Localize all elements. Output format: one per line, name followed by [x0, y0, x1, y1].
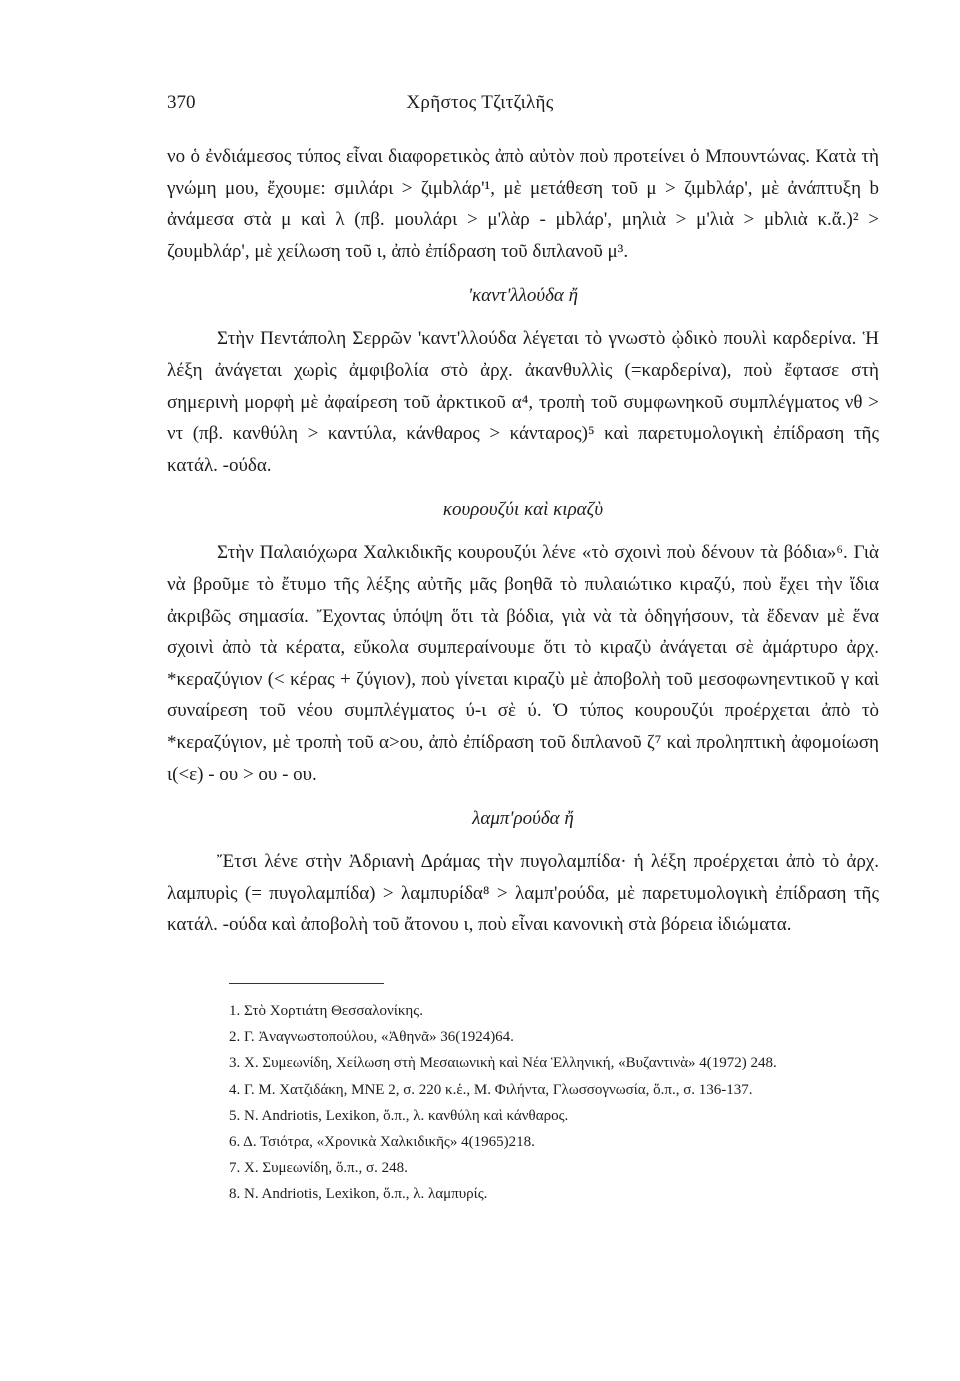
- page-number: 370: [167, 92, 196, 113]
- footnote-6: 6. Δ. Τσιότρα, «Χρονικὰ Χαλκιδικῆς» 4(1965)218.: [229, 1133, 535, 1150]
- footnotes: [229, 1000, 879, 1210]
- page-header: [167, 92, 793, 122]
- entry-heading-lamprouda: λαμπ'ρούδα ἤ: [472, 808, 574, 830]
- footnote-5: 5. N. Andriotis, Lexikon, ὅ.π., λ. κανθύλη καὶ κάνθαρος.: [229, 1107, 569, 1124]
- footnote-7: 7. Χ. Συμεωνίδη, ὅ.π., σ. 248.: [229, 1160, 408, 1177]
- footnote-8: 8. N. Andriotis, Lexikon, ὅ.π., λ. λαμπυρίς.: [229, 1186, 488, 1203]
- footnote-4: 4. Γ. Μ. Χατζιδάκη, ΜΝΕ 2, σ. 220 κ.ἑ., Μ. Φιλήντα, Γλωσσογνωσία, ὅ.π., σ. 136-137.: [229, 1081, 753, 1098]
- paragraph-continuation: νο ὁ ἐνδιάμεσος τύπος εἶναι διαφορετικὸς ἀπὸ αὐτὸν ποὺ προτείνει ὁ Μπουντώνας. Κατὰ τὴ γνώμη μου, ἔχουμε: σμιλάρι > ζιμbλάρ'¹, μὲ μετάθεση τοῦ μ > ζιμbλάρ', μὲ ἀνάπτυξη b ἀνάμεσα στὰ μ καὶ λ (πβ. μουλάρι > μ'λὰρ - μbλάρ', μηλιὰ > μ'λιὰ > μbλιὰ κ.ἄ.)² > ζουμbλάρ', μὲ χείλωση τοῦ ι, ἀπὸ ἐπίδραση τοῦ διπλανοῦ μ³.: [167, 146, 879, 262]
- footnote-1: 1. Στὸ Χορτιάτη Θεσσαλονίκης.: [229, 1003, 423, 1019]
- paragraph-lamprouda: Ἔτσι λένε στὴν Ἀδριανὴ Δράμας τὴν πυγολαμπίδα· ἡ λέξη προέρχεται ἀπὸ τὸ ἀρχ. λαμπυρὶς (= πυγολαμπίδα) > λαμπυρίδα⁸ > λαμπ'ρούδα, μὲ παρετυμολογικὴ ἐπίδραση τῆς κατάλ. -ούδα καὶ ἀποβολὴ τοῦ ἄτονου ι, ποὺ εἶναι κανονικὴ στὰ βόρεια ἰδιώματα.: [167, 851, 879, 936]
- paragraph-kantlouda: Στὴν Πεντάπολη Σερρῶν 'καντ'λλούδα λέγεται τὸ γνωστὸ ᾠδικὸ πουλὶ καρδερίνα. Ἡ λέξη ἀνάγεται χωρὶς ἀμφιβολία στὸ ἀρχ. ἀκανθυλλὶς (=καρδερίνα), ποὺ ἔφτασε στὴ σημερινὴ μορφὴ μὲ ἀφαίρεση τοῦ ἀρκτικοῦ α⁴, τροπὴ τοῦ συμφωνηκοῦ συμπλέγματος νθ > ντ (πβ. κανθύλη > καντύλα, κάνθαρος > κάνταρος)⁵ καὶ παρετυμολογικὴ ἐπίδραση τῆς κατάλ. -ούδα.: [167, 328, 879, 476]
- footnote-divider: [229, 983, 384, 984]
- footnote-2: 2. Γ. Ἀναγνωστοπούλου, «Ἀθηνᾶ» 36(1924)64.: [229, 1029, 514, 1046]
- entry-heading-kourouzyi: κουρουζύι καὶ κιραζὺ: [442, 499, 604, 521]
- entry-heading-kantlouda: 'καντ'λλούδα ἤ: [467, 285, 579, 307]
- running-head: Χρῆστος Τζιτζιλῆς: [406, 92, 554, 113]
- body-text: [167, 141, 879, 941]
- footnote-3: 3. Χ. Συμεωνίδη, Χείλωση στὴ Μεσαιωνικὴ καὶ Νέα Ἑλληνική, «Βυζαντινὰ» 4(1972) 248.: [229, 1055, 777, 1072]
- paragraph-kourouzyi: Στὴν Παλαιόχωρα Χαλκιδικῆς κουρουζύι λένε «τὸ σχοινὶ ποὺ δένουν τὰ βόδια»⁶. Γιὰ νὰ βροῦμε τὸ ἔτυμο τῆς λέξης αὐτῆς μᾶς βοηθᾶ τὸ πυλαιώτικο κιραζύ, ποὺ ἔχει τὴν ἴδια ἀκριβῶς σημασία. Ἔχοντας ὑπόψη ὅτι τὰ βόδια, γιὰ νὰ τὰ ὁδηγήσουν, τὰ ἔδεναν μὲ ἕνα σχοινὶ ἀπὸ τὰ κέρατα, εὔκολα συμπεραίνουμε ὅτι τὸ κιραζὺ ἀνάγεται σὲ ἀμάρτυρο ἀρχ. *κεραζύγιον (< κέρας + ζύγιον), ποὺ γίνεται κιραζὺ μὲ ἀποβολὴ τοῦ μεσοφωνηεντικοῦ γ καὶ συναίρεση τοῦ νέου συμπλέγματος ύ-ι σὲ ύ. Ὁ τύπος κουρουζύι προέρχεται ἀπὸ τὸ *κεραζύγιον, μὲ τροπὴ τοῦ α>ου, ἀπὸ ἐπίδραση τοῦ διπλανοῦ ζ⁷ καὶ προληπτικὴ ἀφομοίωση ι(<ε) - ου > ου - ου.: [167, 542, 879, 785]
